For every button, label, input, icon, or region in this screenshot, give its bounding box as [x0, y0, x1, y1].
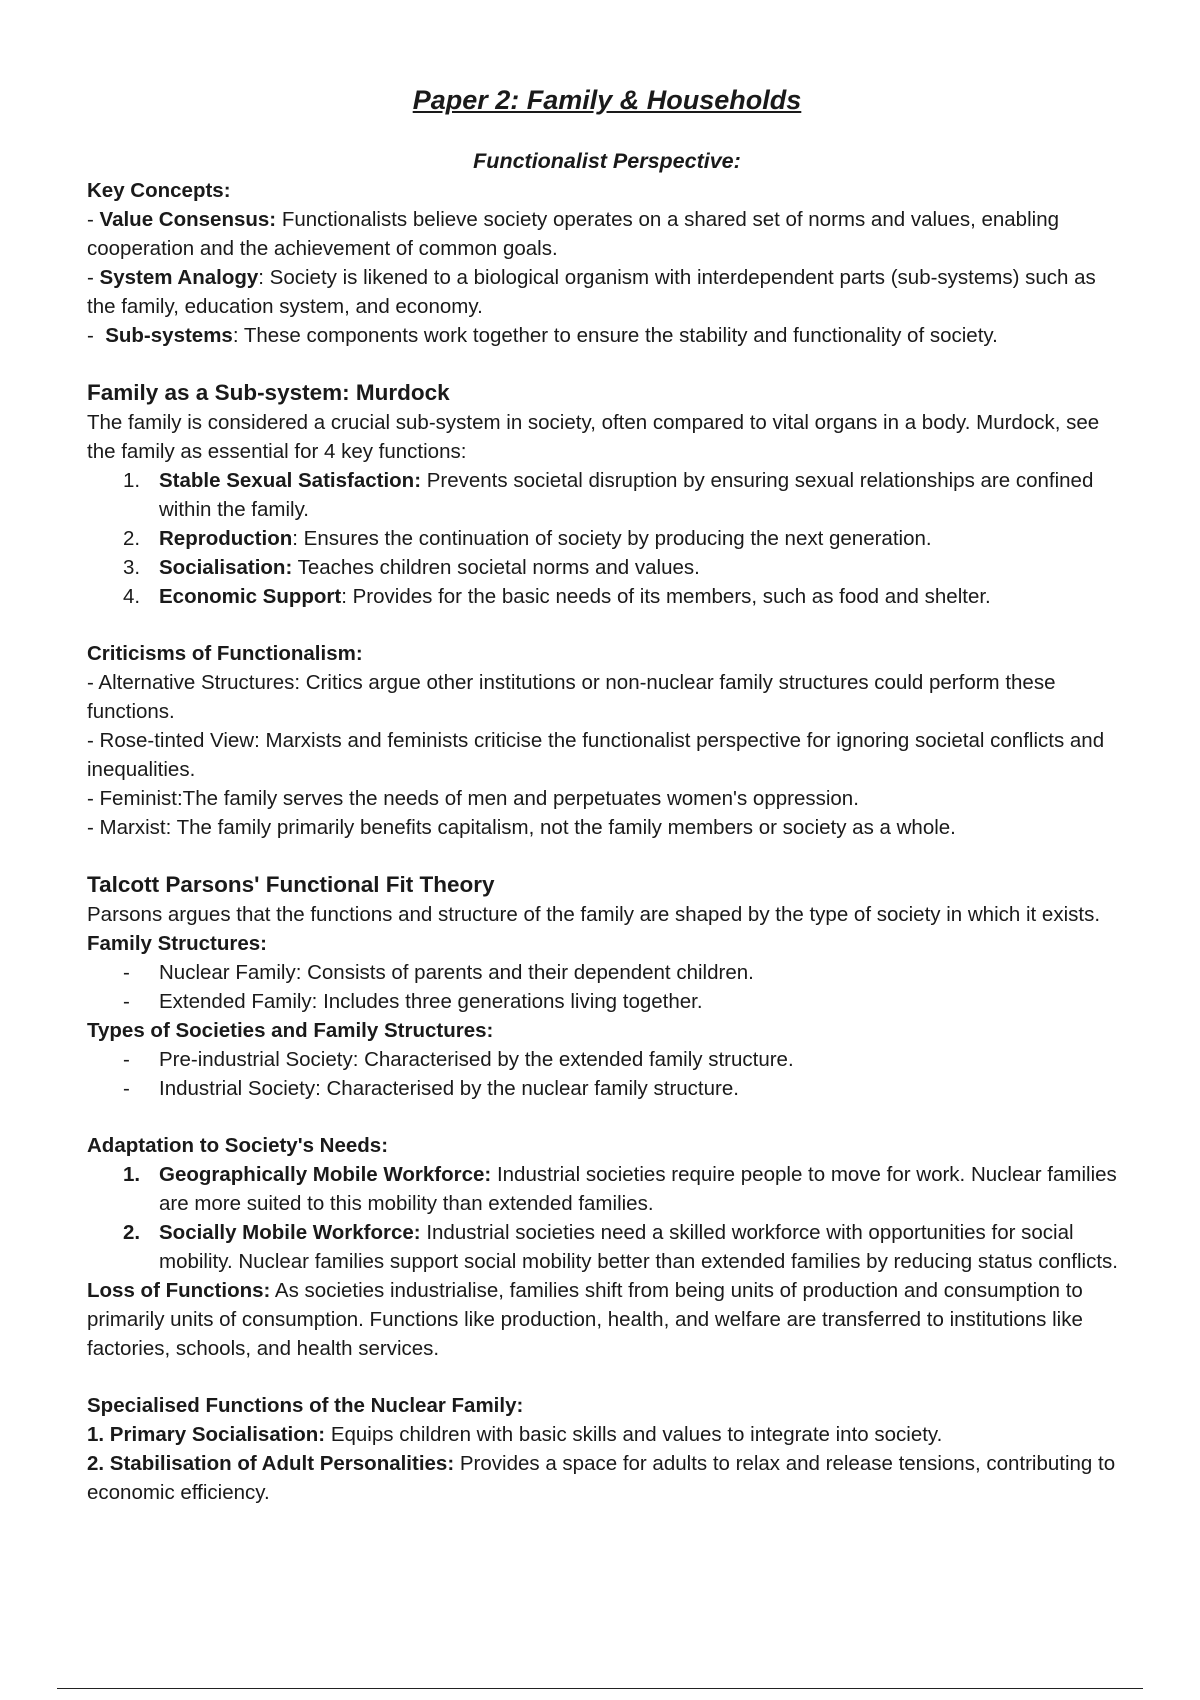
loss-of-functions	[87, 1276, 1127, 1363]
function-text: Teaches children societal norms and values.	[292, 556, 700, 579]
murdock-section	[87, 378, 1127, 611]
list-item	[87, 582, 1127, 611]
specialised-text: Provides a space for adults to relax and release tensions, contributing to economic efficiency.	[87, 1452, 1116, 1504]
list-number: 2.	[123, 527, 141, 550]
parsons-intro	[87, 900, 1127, 958]
societies-heading: Types of Societies and Family Structures:	[87, 1019, 494, 1042]
concept-value-consensus	[87, 205, 1127, 263]
specialised-heading: Specialised Functions of the Nuclear Family:	[87, 1394, 524, 1417]
concept-prefix: -	[87, 208, 100, 231]
specialised-text: Equips children with basic skills and values to integrate into society.	[325, 1423, 943, 1446]
murdock-functions-list	[87, 466, 1127, 611]
list-number: 2.	[123, 1221, 141, 1244]
adaptation-term: Socially Mobile Workforce:	[159, 1221, 421, 1244]
list-item	[87, 1045, 1127, 1074]
concept-text: : These components work together to ensure the stability and functionality of society.	[232, 324, 998, 347]
list-number: 4.	[123, 585, 141, 608]
list-number: 1.	[123, 469, 141, 492]
key-concepts-heading: Key Concepts:	[87, 179, 231, 202]
function-term: Economic Support	[159, 585, 342, 608]
list-item	[87, 987, 1127, 1016]
loss-text: As societies industrialise, families shift from being units of production and consumption to primarily units of consumption. Functions like production, health, and welfare are transferred to institutions like factories, schools, and health services.	[87, 1279, 1083, 1360]
adaptation-text: Industrial societies require people to move for work. Nuclear families are more suited to this mobility than extended families.	[159, 1163, 1117, 1215]
parsons-intro-text: Parsons argues that the functions and structure of the family are shaped by the type of society in which it exists.	[87, 903, 1101, 926]
adaptation-list	[87, 1160, 1127, 1276]
function-term: Stable Sexual Satisfaction:	[159, 469, 422, 492]
concept-term: Sub-systems	[105, 324, 233, 347]
family-structures-list	[87, 958, 1127, 1016]
parsons-heading: Talcott Parsons' Functional Fit Theory	[87, 872, 495, 897]
concept-text: : Society is likened to a biological organism with interdependent parts (sub-systems) such as the family, education system, and economy.	[87, 266, 1096, 318]
structure-text: Nuclear Family: Consists of parents and their dependent children.	[159, 961, 754, 984]
list-item	[87, 553, 1127, 582]
concept-text: Functionalists believe society operates on a shared set of norms and values, enabling cooperation and the achievement of common goals.	[87, 208, 1059, 260]
function-text: : Ensures the continuation of society by producing the next generation.	[292, 527, 932, 550]
specialised-term: 2. Stabilisation of Adult Personalities:	[87, 1452, 455, 1475]
concept-term: Value Consensus:	[99, 208, 277, 231]
criticism-item: - Rose-tinted View: Marxists and feminists criticise the functionalist perspective for ignoring societal conflicts and inequalities.	[87, 729, 1105, 781]
list-item	[87, 958, 1127, 987]
murdock-heading: Family as a Sub-system: Murdock	[87, 380, 450, 405]
specialised-item	[87, 1420, 1127, 1449]
murdock-intro: The family is considered a crucial sub-system in society, often compared to vital organs in a body. Murdock, see the family as essential for 4 key functions:	[87, 411, 1100, 463]
criticisms-heading: Criticisms of Functionalism:	[87, 642, 363, 665]
function-term: Socialisation:	[159, 556, 293, 579]
list-item	[87, 524, 1127, 553]
structure-text: Extended Family: Includes three generations living together.	[159, 990, 703, 1013]
loss-term: Loss of Functions:	[87, 1279, 271, 1302]
section-subtitle: Functionalist Perspective:	[473, 149, 741, 173]
key-concepts-section	[87, 176, 1127, 350]
criticism-item: - Marxist: The family primarily benefits capitalism, not the family members or society as a whole.	[87, 816, 956, 839]
list-item	[87, 1074, 1127, 1103]
society-text: Pre-industrial Society: Characterised by the extended family structure.	[159, 1048, 794, 1071]
document-title: Paper 2: Family & Households	[412, 85, 802, 115]
function-text: Prevents societal disruption by ensuring sexual relationships are confined within the family.	[159, 469, 1094, 521]
list-dash: -	[123, 961, 130, 984]
list-dash: -	[123, 990, 130, 1013]
concept-system-analogy	[87, 263, 1127, 321]
adaptation-text: Industrial societies need a skilled workforce with opportunities for social mobility. Nuclear families support social mobility better than extended families by reducing status conflicts.	[159, 1221, 1118, 1273]
specialised-term: 1. Primary Socialisation:	[87, 1423, 326, 1446]
adaptation-heading: Adaptation to Society's Needs:	[87, 1134, 389, 1157]
list-item	[87, 1160, 1127, 1218]
specialised-section	[87, 1391, 1127, 1507]
document-page	[87, 82, 1127, 1507]
function-term: Reproduction	[159, 527, 293, 550]
adaptation-term: Geographically Mobile Workforce:	[159, 1163, 492, 1186]
criticisms-section	[87, 639, 1127, 842]
parsons-section	[87, 870, 1127, 1103]
list-dash: -	[123, 1077, 130, 1100]
list-item	[87, 1218, 1127, 1276]
list-dash: -	[123, 1048, 130, 1071]
family-structures-label: Family Structures:	[87, 932, 267, 955]
criticism-item: - Alternative Structures: Critics argue other institutions or non-nuclear family structures could perform these functions.	[87, 671, 1056, 723]
list-item	[87, 466, 1127, 524]
societies-list	[87, 1045, 1127, 1103]
concept-prefix: -	[87, 266, 100, 289]
list-number: 1.	[123, 1163, 141, 1186]
concept-sub-systems	[87, 321, 1127, 350]
concept-prefix: -	[87, 324, 106, 347]
criticism-item: - Feminist:The family serves the needs of men and perpetuates women's oppression.	[87, 787, 859, 810]
function-text: : Provides for the basic needs of its members, such as food and shelter.	[341, 585, 991, 608]
list-number: 3.	[123, 556, 141, 579]
adaptation-section	[87, 1131, 1127, 1363]
society-text: Industrial Society: Characterised by the nuclear family structure.	[159, 1077, 739, 1100]
footer-divider	[57, 1688, 1143, 1689]
specialised-item	[87, 1449, 1127, 1507]
concept-term: System Analogy	[99, 266, 259, 289]
